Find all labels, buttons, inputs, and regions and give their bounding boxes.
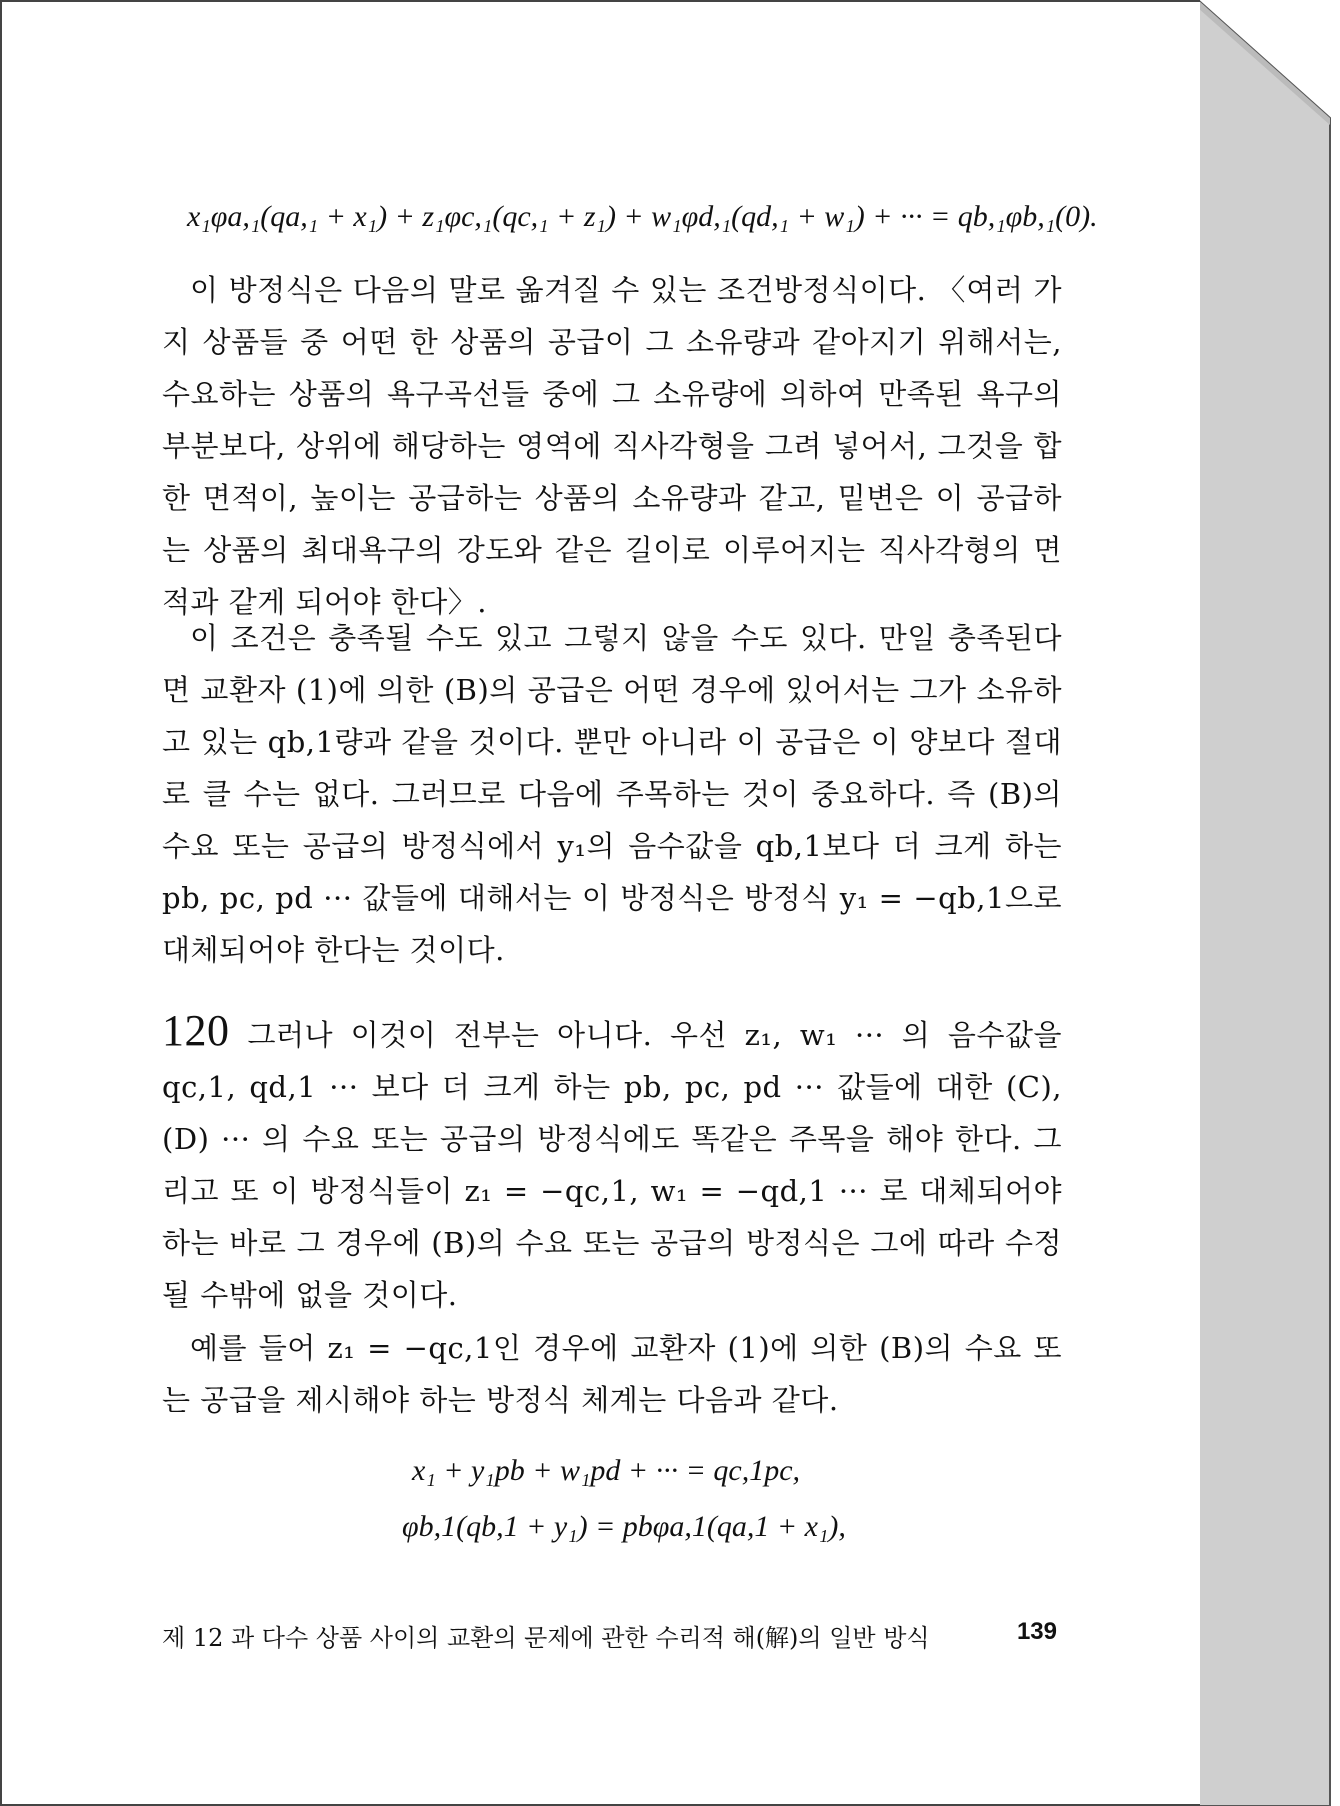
formula-b: φb,1(qb,1 + y₁) = pbφa,1(qa,1 + x₁), [402,1510,846,1543]
footer-chapter-title: 제 12 과 다수 상품 사이의 교환의 문제에 관한 수리적 해(解)의 일반 방식 [162,1624,930,1652]
paragraph-3 [162,1005,1062,1321]
section-number: 120 [162,1006,230,1055]
page-number: 139 [1016,1618,1057,1645]
formula-a: x₁ + y₁pb + w₁pd + ··· = qc,1pc, [412,1454,801,1487]
page-footer [162,1618,1057,1653]
paragraph-1 [162,264,1062,619]
paragraph-2-text: 이 조건은 충족될 수도 있고 그렇지 않을 수도 있다. 만일 충족된다면 교환자 (1)에 의한 (B)의 공급은 어떤 경우에 있어서는 그가 소유하고 있는 qb,1량과 같을 것이다. 뿐만 아니라 이 공급은 이 양보다 절대로 클 수는 없다. 그러므로 다음에 주목하는 것이 중요하다. 즉 (B)의 수요 또는 공급의 방정식에서 y₁의 음수값을 qb,1보다 더 크게 하는 pb, pc, pd ··· 값들에 대해서는 이 방정식은 방정식 y₁ = −qb,1으로 대체되어야 한다는 것이다. [162,621,1062,967]
paragraph-3-text: 그러나 이것이 전부는 아니다. 우선 z₁, w₁ ··· 의 음수값을 qc,1, qd,1 ··· 보다 더 크게 하는 pb, pc, pd ··· 값들에 대한 (C), (D) ··· 의 수요 또는 공급의 방정식에도 똑같은 주목을 해야 한다. 그리고 또 이 방정식들이 z₁ = −qc,1, w₁ = −qd,1 ··· 로 대체되어야 하는 바로 그 경우에 (B)의 수요 또는 공급의 방정식은 그에 따라 수정될 수밖에 없을 것이다. [162,1018,1062,1312]
paragraph-4-text: 예를 들어 z₁ = −qc,1인 경우에 교환자 (1)에 의한 (B)의 수요 또는 공급을 제시해야 하는 방정식 체계는 다음과 같다. [162,1331,1062,1417]
formula-top: x₁φa,₁(qa,₁ + x₁) + z₁φc,₁(qc,₁ + z₁) + w₁φd,₁(qd,₁ + w₁) + ··· = qb,₁φb,₁(0). [187,200,1098,233]
paragraph-4 [162,1322,1062,1426]
paragraph-1-text: 이 방정식은 다음의 말로 옮겨질 수 있는 조건방정식이다. 〈여러 가지 상품들 중 어떤 한 상품의 공급이 그 소유량과 같아지기 위해서는, 수요하는 상품의 욕구곡선들 중에 그 소유량에 의하여 만족된 욕구의 부분보다, 상위에 해당하는 영역에 직사각형을 그려 넣어서, 그것을 합한 면적이, 높이는 공급하는 상품의 소유량과 같고, 밑변은 이 공급하는 상품의 최대욕구의 강도와 같은 길이로 이루어지는 직사각형의 면적과 같게 되어야 한다〉. [162,273,1062,619]
paragraph-2 [162,612,1062,976]
